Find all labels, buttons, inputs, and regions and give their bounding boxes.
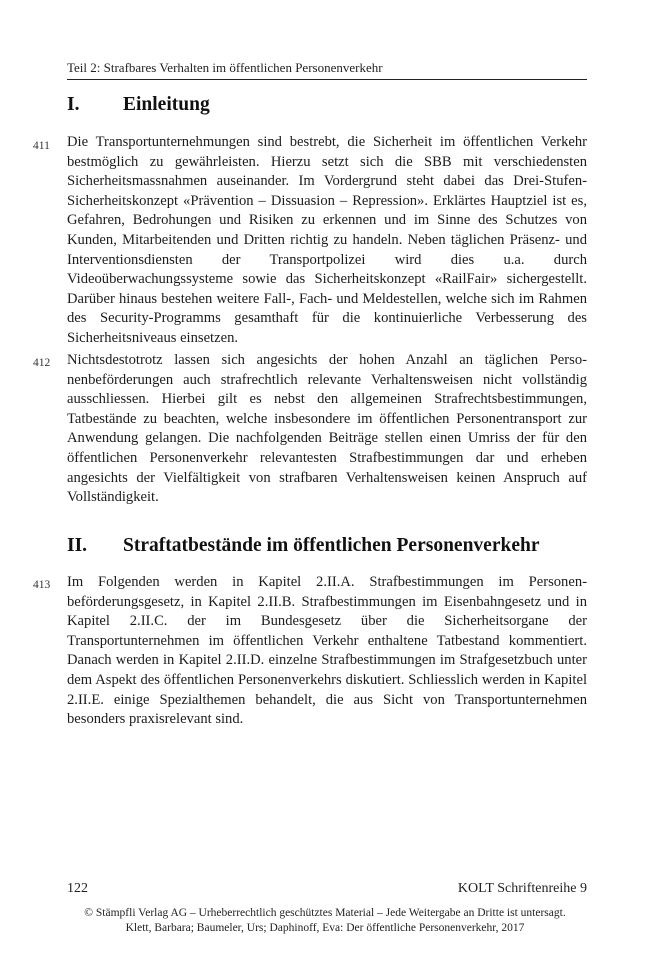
paragraph-number: 413	[33, 579, 51, 591]
paragraph-412: Nichtsdestotrotz lassen sich angesichts der hohen Anzahl an täglichen Personenbeförderungen auch strafrechtlich relevante Verhaltensweisen nicht vollständig ausschliessen. Hierbei gilt es nebst den allgemeinen Strafrechtsbestimmungen, Tatbestände zu beachten, welche insbesondere im öffentlichen Personentransport zur Anwendung gelangen. Die nachfolgenden Beiträge stellen einen Umriss der für den öffentlichen Personenverkehr relevantesten Strafbestimmungen dar und erheben angesichts der Vielfältigkeit von strafbaren Verhaltensweisen keinen Anspruch auf Vollständigkeit.	[67, 352, 587, 506]
paragraph-number: 411	[33, 140, 50, 152]
section-title: Straftatbestände im öffentlichen Personenverkehr	[123, 535, 540, 556]
section-title: Einleitung	[123, 94, 210, 115]
copyright-line: © Stämpfli Verlag AG – Urheberrechtlich geschütztes Material – Jede Weitergabe an Dritte ist untersagt.	[84, 907, 566, 919]
section-heading-1	[67, 94, 210, 116]
running-header: Teil 2: Strafbares Verhalten im öffentlichen Personenverkehr	[67, 60, 587, 80]
paragraph-413: Im Folgenden werden in Kapitel 2.II.A. Strafbestimmungen im Personenbeförderungsgesetz, in Kapitel 2.II.B. Strafbestimmungen im Eisenbahngesetz und in Kapitel 2.II.C. der im Bundesgesetz über die Sicherheitsorgane der Transportunternehmen im öffentlichen Verkehr enthaltene Tatbestand kommentiert. Danach werden in Kapitel 2.II.D. einzelne Strafbestimmungen im Strafgesetzbuch unter dem Aspekt des öffentlichen Personenverkehrs diskutiert. Schliesslich werden in Kapitel 2.II.E. einige Spezialthemen behandelt, die aus Sicht von Transportunternehmen besonders praxisrelevant sind.	[67, 574, 587, 728]
section-heading-2	[67, 535, 539, 557]
section-number: II.	[67, 535, 88, 556]
paragraph-number: 412	[33, 357, 51, 369]
copyright-notice	[0, 906, 650, 936]
citation-line: Klett, Barbara; Baumeler, Urs; Daphinoff, Eva: Der öffentliche Personenverkehr, 2017	[125, 922, 525, 934]
paragraph-411: Die Transportunternehmungen sind bestrebt, die Sicherheit im öffentlichen Verkehr bestmöglich zu gewährleisten. Hierzu setzt sich die SBB mit verschiedensten Sicherheitsmassnahmen auseinander. Im Vordergrund steht dabei das Drei-Stufen-Sicherheitskonzept «Prävention – Dissuasion – Repression». Erklärtes Hauptziel ist es, Gefahren, Bedrohungen und Risiken zu erkennen und im Sinne des Schutzes von Kunden, Mitarbeitenden und Dritten richtig zu handeln. Neben täglichen Präsenz- und Interventionsdiensten der Transportpolizei wird dies u.a. durch Videoüberwachungssysteme sowie das Sicherheitskonzept «RailFair» sichergestellt. Darüber hinaus bestehen weitere Fall-, Fach- und Meldestellen, welche sich im Rahmen des Security-Programms gesamthaft für die kontinuierliche Verbesserung des Sicherheitsniveaus einsetzen.	[67, 134, 587, 346]
series-name: KOLT Schriftenreihe 9	[457, 881, 587, 896]
page-number: 122	[67, 881, 88, 896]
section-number: I.	[67, 94, 80, 115]
